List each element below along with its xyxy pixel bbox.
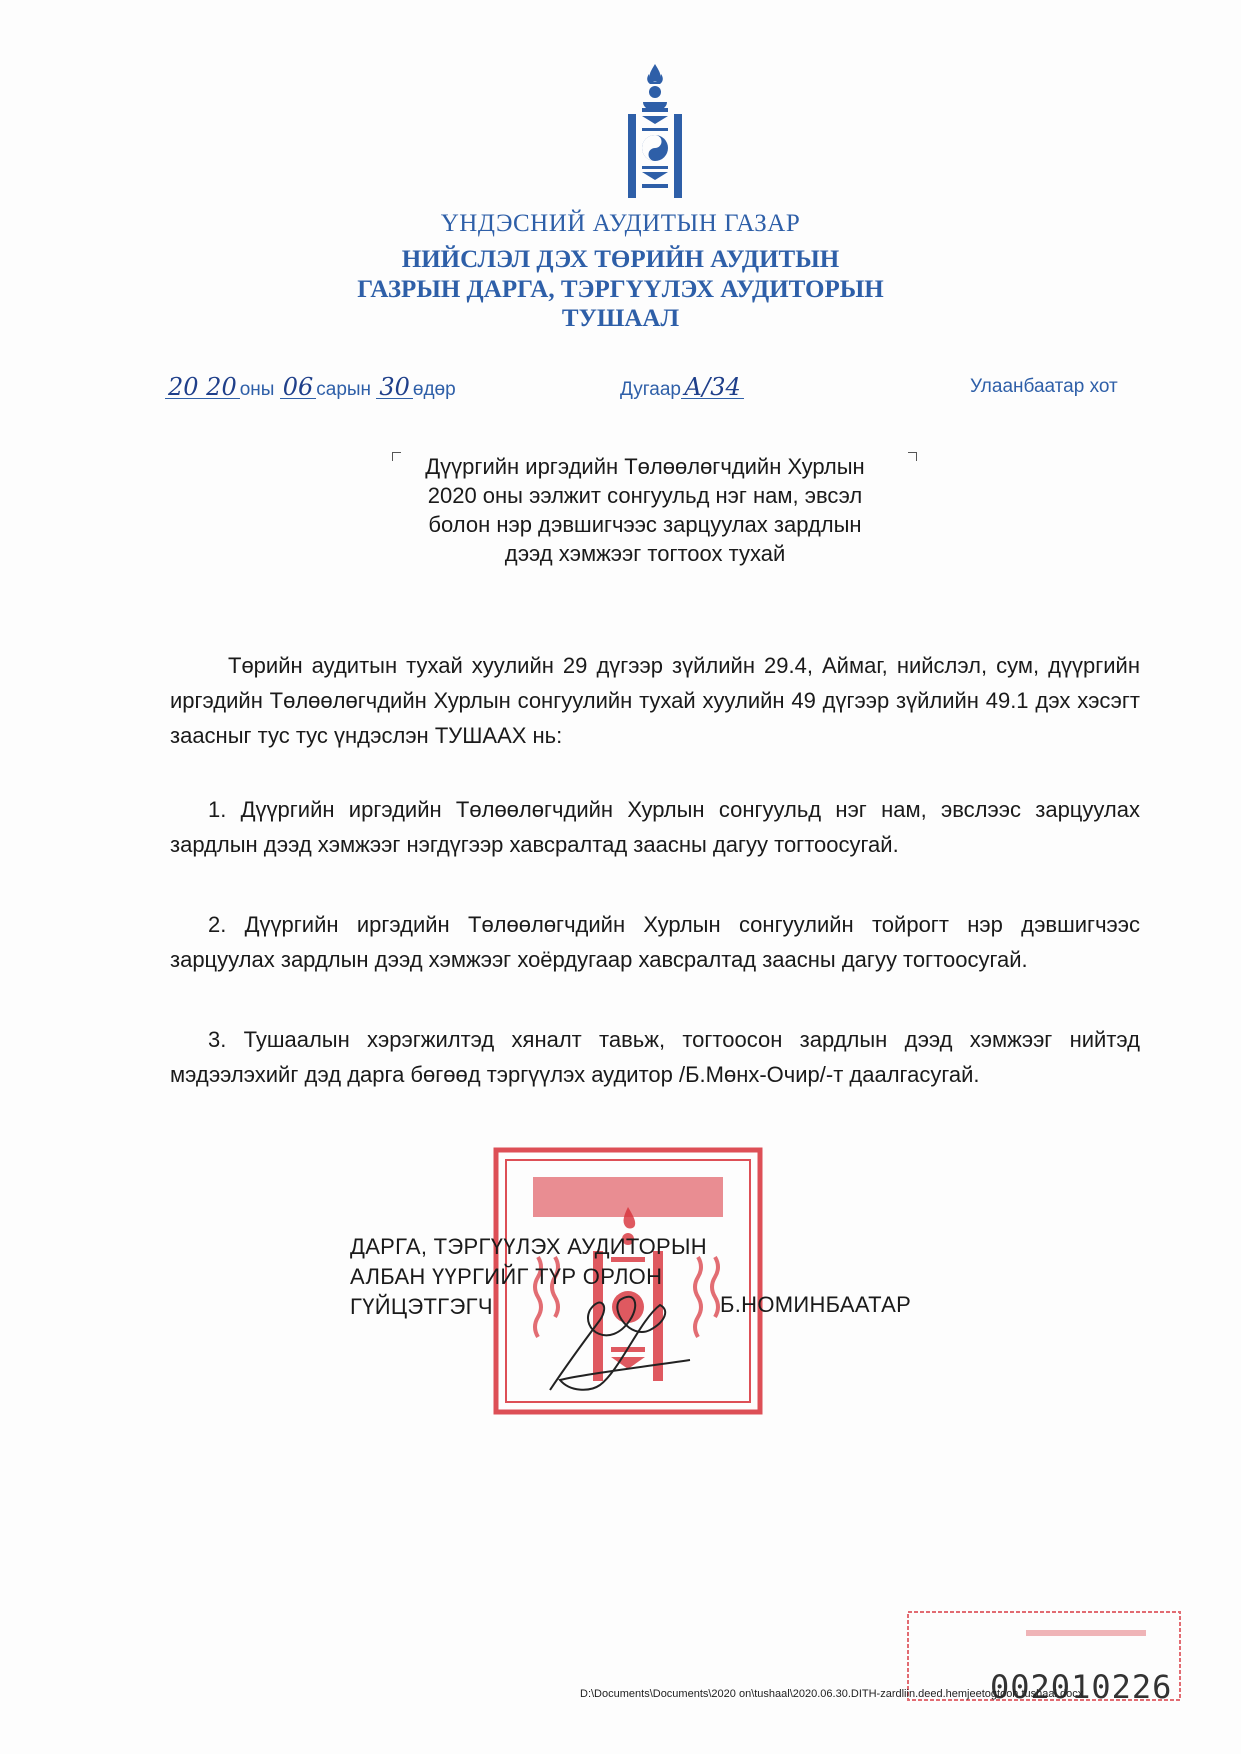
order-title-line-1: НИЙСЛЭЛ ДЭХ ТӨРИЙН АУДИТЫН — [401, 246, 840, 273]
order-title-line-2: ГАЗРЫН ДАРГА, ТЭРГҮҮЛЭХ АУДИТОРЫН — [357, 276, 884, 303]
subject-line-3: болон нэр дэвшигчээс зарцуулах зардлын — [428, 512, 862, 537]
date-year: 20 20 — [165, 376, 240, 399]
organization-name: ҮНДЭСНИЙ АУДИТЫН ГАЗАР — [440, 210, 801, 237]
document-serial-number: 002010226 — [990, 1668, 1173, 1706]
signatory-name: Б.НОМИНБААТАР — [720, 1292, 912, 1317]
file-path: D:\Documents\Documents\2020 on\tushaal\2020.06.30.DITH-zardliin.deed.hemjeetogtooh.tushaal.docx — [580, 1688, 1084, 1700]
order-item-1: 1. Дүүргийн иргэдийн Төлөөлөгчдийн Хурлын сонгуульд нэг нам, эвслээс зарцуулах зардлын дээд хэмжээг нэгдүгээр хавсралтад заасны дагуу тогтоосугай. — [170, 797, 1140, 857]
order-item-2: 2. Дүүргийн иргэдийн Төлөөлөгчдийн Хурлын сонгуулийн тойрогт нэр дэвшигчээс зарцуулах зардлын дээд хэмжээг хоёрдугаар хавсралтад заасны дагуу тогтоосугай. — [170, 912, 1140, 972]
city-name: Улаанбаатар хот — [970, 376, 1118, 397]
intro-paragraph: Төрийн аудитын тухай хуулийн 29 дүгээр зүйлийн 29.4, Аймаг, нийслэл, сум, дүүргийн иргэдийн Төлөөлөгчдийн Хурлын сонгуулийн тухай хуулийн 49 дүгээр зүйлийн 49.1 дэх хэсэгт заасныг тус тус үндэслэн ТУШААХ нь: — [170, 653, 1140, 748]
date-month: 06 — [280, 376, 317, 399]
order-subject — [380, 452, 910, 568]
subject-line-4: дээд хэмжээг тогтоох тухай — [504, 541, 786, 566]
order-title-line-3: ТУШААЛ — [561, 305, 680, 332]
date-day-suffix: өдөр — [412, 379, 456, 400]
signatory-title-line-1: ДАРГА, ТЭРГҮҮЛЭХ АУДИТОРЫН — [350, 1234, 707, 1259]
subject-line-2: 2020 оны ээлжит сонгуульд нэг нам, эвсэл — [427, 483, 863, 508]
handwritten-signature — [540, 1280, 700, 1400]
order-number-field — [620, 373, 744, 401]
order-number-label: Дугаар — [620, 379, 681, 400]
date-day: 30 — [376, 376, 413, 399]
subject-line-1: Дүүргийн иргэдийн Төлөөлөгчдийн Хурлын — [425, 454, 865, 479]
date-year-suffix: оны — [239, 379, 275, 400]
signatory-title-line-2: АЛБАН ҮҮРГИЙГ ТҮР ОРЛОН — [350, 1264, 663, 1289]
order-number: А/34 — [681, 376, 744, 399]
date-month-suffix: сарын — [316, 379, 372, 400]
date-field — [165, 373, 456, 401]
soyombo-emblem-icon — [620, 62, 690, 202]
signatory-title-line-3: ГҮЙЦЭТГЭГЧ — [350, 1294, 493, 1319]
order-item-3: 3. Тушаалын хэрэгжилтэд хяналт тавьж, тогтоосон зардлын дээд хэмжээг нийтэд мэдээлэхийг дэд дарга бөгөөд тэргүүлэх аудитор /Б.Мөнх-Очир/-т даалгасугай. — [170, 1027, 1140, 1087]
